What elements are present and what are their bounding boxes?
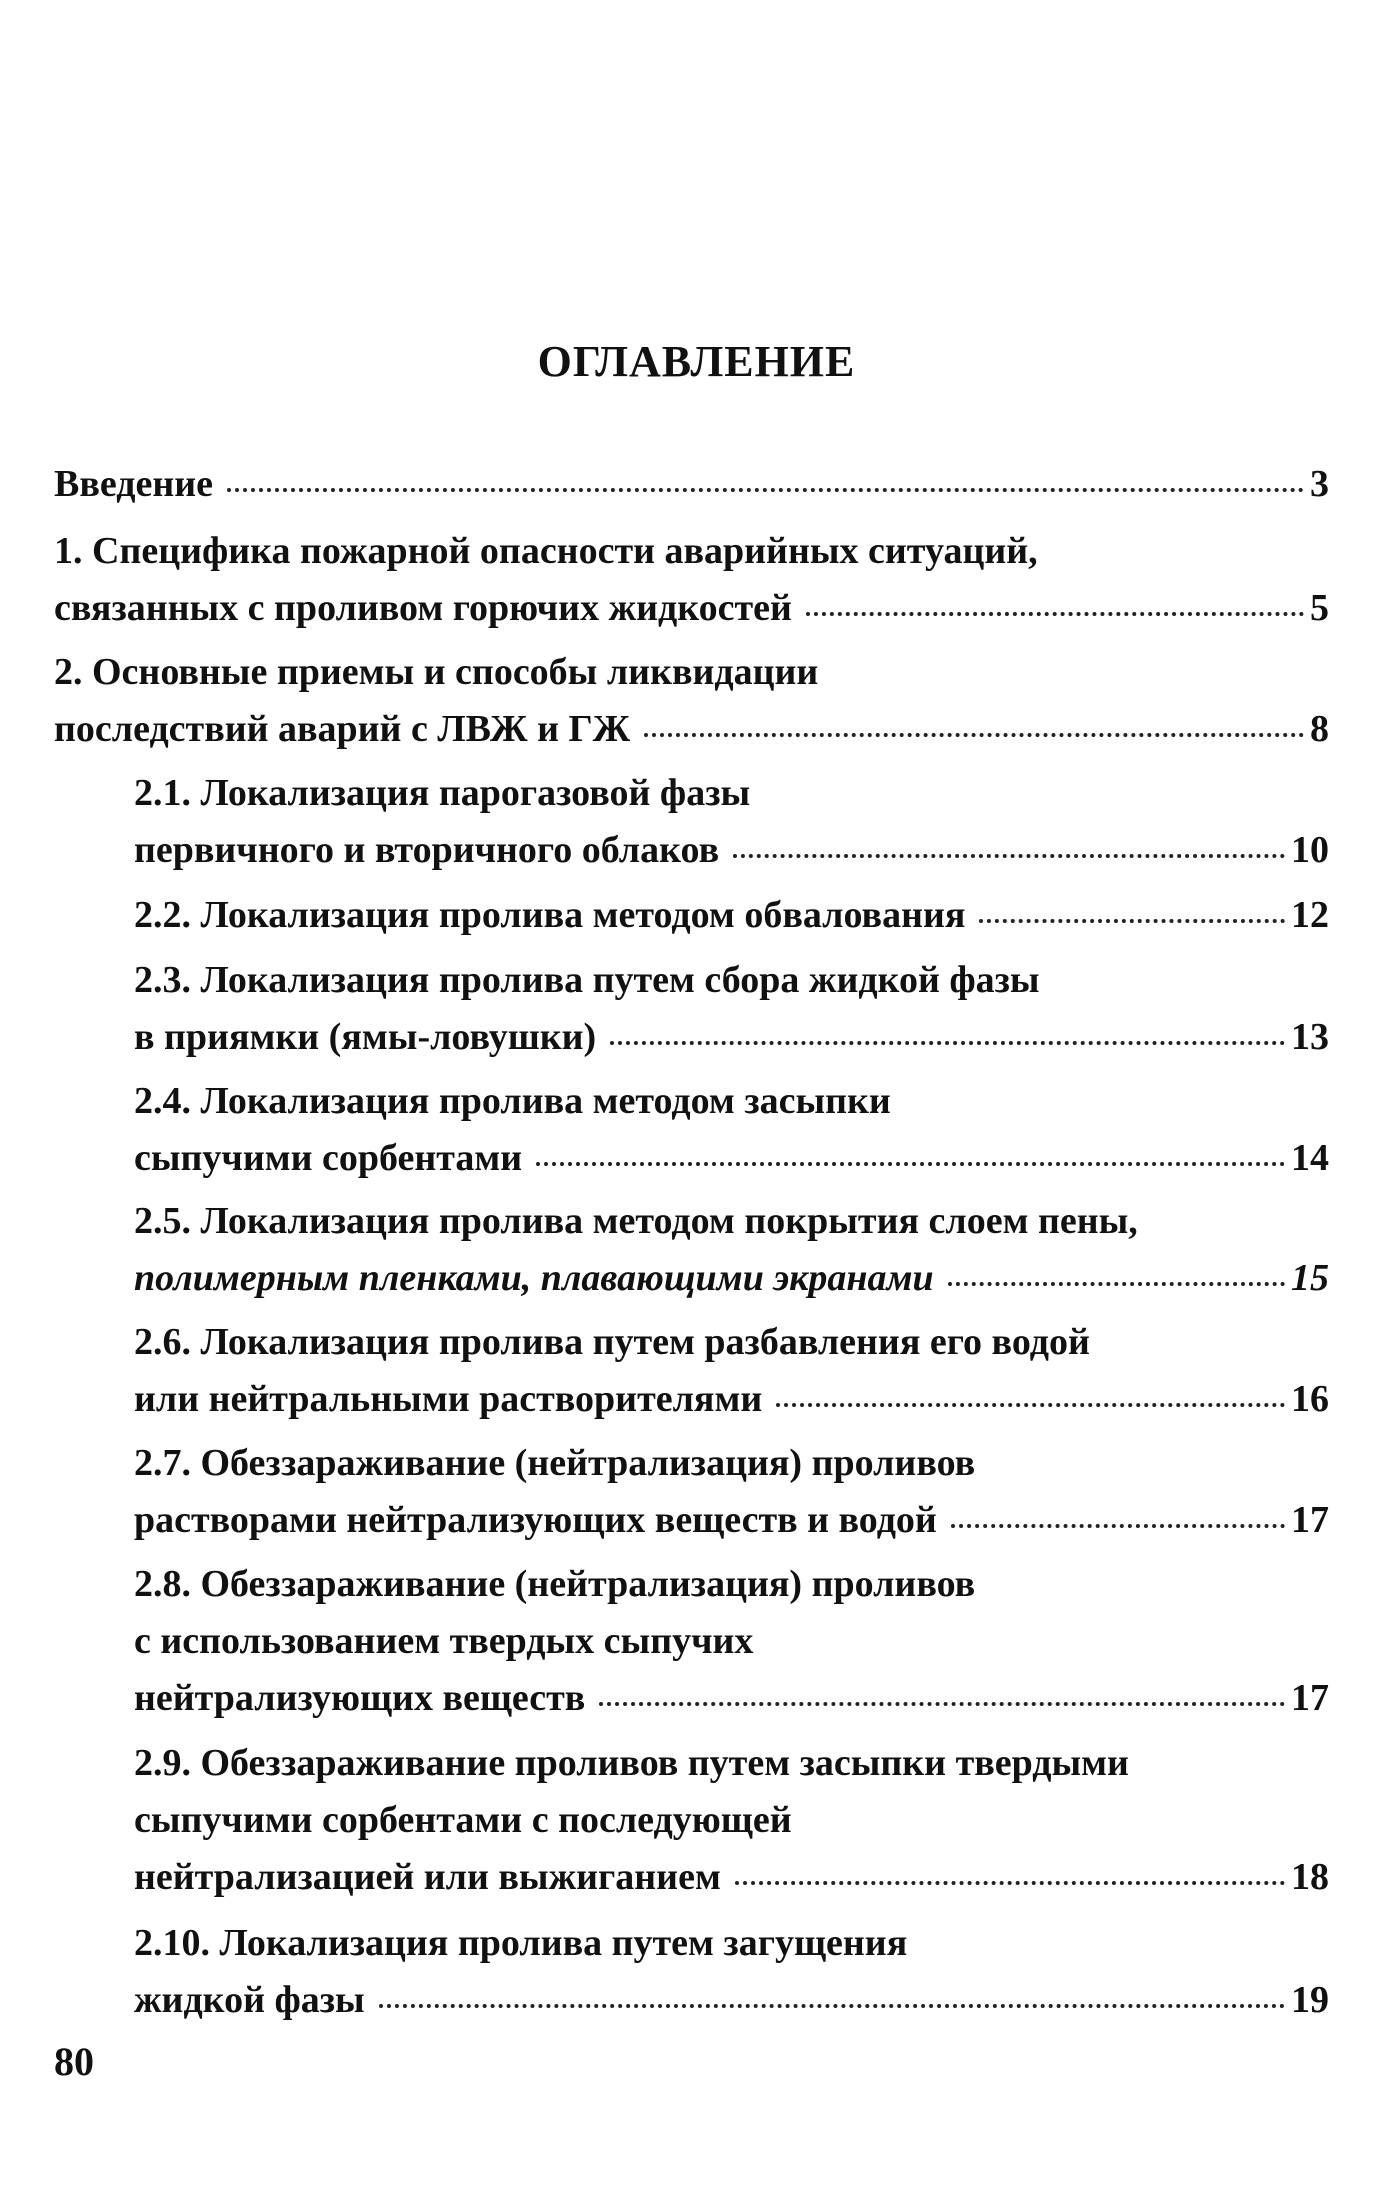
dot-leader bbox=[536, 1162, 1285, 1166]
toc-entry-last-line bbox=[134, 1670, 1329, 1727]
toc-entry-last-line bbox=[134, 887, 1329, 944]
toc-entry-line: 2.10. Локализация пролива путем загущения bbox=[134, 1922, 908, 1964]
toc-entry-line: 2.4. Локализация пролива методом засыпки bbox=[134, 1080, 891, 1122]
toc-page-number: 10 bbox=[1291, 829, 1329, 871]
toc-entry-title: жидкой фазы bbox=[134, 1979, 365, 2021]
toc-entry-title: 2.2. Локализация пролива методом обвалования bbox=[134, 894, 966, 936]
toc-entry-section-2-6[interactable] bbox=[134, 1314, 1329, 1428]
toc-entry-section-2-9[interactable] bbox=[134, 1735, 1329, 1906]
toc-page-number: 5 bbox=[1310, 587, 1329, 629]
dot-leader bbox=[951, 1524, 1285, 1528]
toc-entry-section-2-2[interactable] bbox=[134, 887, 1329, 944]
toc-entry-title: первичного и вторичного облаков bbox=[134, 829, 720, 871]
toc-entry-section-2-8[interactable] bbox=[134, 1556, 1329, 1727]
toc-entry-line: сыпучими сорбентами с последующей bbox=[134, 1799, 792, 1841]
dot-leader bbox=[806, 612, 1304, 616]
dot-leader bbox=[599, 1702, 1285, 1706]
toc-entry-line: 2.1. Локализация парогазовой фазы bbox=[134, 772, 751, 814]
toc-entry-line: 2.6. Локализация пролива путем разбавления его водой bbox=[134, 1321, 1090, 1363]
page-number: 80 bbox=[54, 2039, 94, 2084]
toc-page-number: 3 bbox=[1310, 463, 1329, 505]
dot-leader bbox=[776, 1403, 1285, 1407]
dot-leader bbox=[610, 1041, 1285, 1045]
toc-entry-last-line bbox=[54, 456, 1329, 513]
toc-page-number: 12 bbox=[1291, 894, 1329, 936]
toc-page-number: 17 bbox=[1291, 1677, 1329, 1719]
toc-entry-introduction[interactable] bbox=[54, 456, 1329, 513]
toc-entry-title: или нейтральными растворителями bbox=[134, 1378, 763, 1420]
toc-entry-section-2-7[interactable] bbox=[134, 1435, 1329, 1549]
page-title: ОГЛАВЛЕНИЕ bbox=[537, 337, 856, 386]
toc-page-number: 17 bbox=[1291, 1499, 1329, 1541]
toc-entry-line: 2.9. Обеззараживание проливов путем засыпки твердыми bbox=[134, 1742, 1129, 1784]
toc-entry-last-line bbox=[134, 1250, 1329, 1307]
toc-entry-last-line bbox=[134, 822, 1329, 879]
toc-entry-line: 2.8. Обеззараживание (нейтрализация) проливов bbox=[134, 1563, 976, 1605]
toc-entry-line: 2.7. Обеззараживание (нейтрализация) проливов bbox=[134, 1442, 976, 1484]
toc-entry-last-line bbox=[54, 580, 1329, 637]
toc-entry-section-2-3[interactable] bbox=[134, 952, 1329, 1066]
toc-page-number: 19 bbox=[1291, 1979, 1329, 2021]
toc-entry-section-2-1[interactable] bbox=[134, 765, 1329, 879]
toc-entry-title: связанных с проливом горючих жидкостей bbox=[54, 587, 792, 629]
toc-entry-last-line bbox=[134, 1972, 1329, 2029]
toc-entry-last-line bbox=[134, 1492, 1329, 1549]
toc-entry-title: нейтрализующих веществ bbox=[134, 1677, 586, 1719]
toc-entry-chapter-1[interactable] bbox=[54, 523, 1329, 637]
dot-leader bbox=[227, 488, 1304, 492]
toc-entry-last-line bbox=[134, 1849, 1329, 1906]
dot-leader bbox=[979, 919, 1285, 923]
dot-leader bbox=[644, 733, 1304, 737]
toc-page-number: 8 bbox=[1310, 708, 1329, 750]
toc-entry-last-line bbox=[134, 1009, 1329, 1066]
toc-entry-chapter-2[interactable] bbox=[54, 644, 1329, 758]
toc-entry-title: нейтрализацией или выжиганием bbox=[134, 1856, 721, 1898]
toc-entry-line: 2.5. Локализация пролива методом покрытия слоем пены, bbox=[134, 1200, 1138, 1242]
toc-entry-section-2-5[interactable] bbox=[134, 1193, 1329, 1307]
toc-entry-title: Введение bbox=[54, 463, 213, 505]
dot-leader bbox=[948, 1282, 1285, 1286]
toc-entry-line: 2. Основные приемы и способы ликвидации bbox=[54, 651, 819, 693]
toc-entry-section-2-10[interactable] bbox=[134, 1915, 1329, 2029]
toc-entry-title: сыпучими сорбентами bbox=[134, 1137, 523, 1179]
toc-entry-last-line bbox=[134, 1130, 1329, 1187]
toc-entry-last-line bbox=[54, 701, 1329, 758]
toc-entry-title: растворами нейтрализующих веществ и водой bbox=[134, 1499, 937, 1541]
toc-entry-title: последствий аварий с ЛВЖ и ГЖ bbox=[54, 708, 631, 750]
toc-entry-title: полимерным пленками, плавающими экранами bbox=[134, 1257, 934, 1299]
toc-page-number: 15 bbox=[1291, 1257, 1329, 1299]
toc-entry-title: в приямки (ямы-ловушки) bbox=[134, 1016, 597, 1058]
toc-page-number: 13 bbox=[1291, 1016, 1329, 1058]
toc-page-number: 16 bbox=[1291, 1378, 1329, 1420]
dot-leader bbox=[733, 854, 1285, 858]
toc-entry-line: 1. Специфика пожарной опасности аварийных ситуаций, bbox=[54, 530, 1038, 572]
toc-entry-line: с использованием твердых сыпучих bbox=[134, 1620, 754, 1662]
toc-entry-line: 2.3. Локализация пролива путем сбора жидкой фазы bbox=[134, 959, 1040, 1001]
toc-page-number: 18 bbox=[1291, 1856, 1329, 1898]
dot-leader bbox=[379, 2004, 1285, 2008]
toc-entry-last-line bbox=[134, 1371, 1329, 1428]
dot-leader bbox=[735, 1881, 1285, 1885]
toc-entry-section-2-4[interactable] bbox=[134, 1073, 1329, 1187]
toc-page-number: 14 bbox=[1291, 1137, 1329, 1179]
